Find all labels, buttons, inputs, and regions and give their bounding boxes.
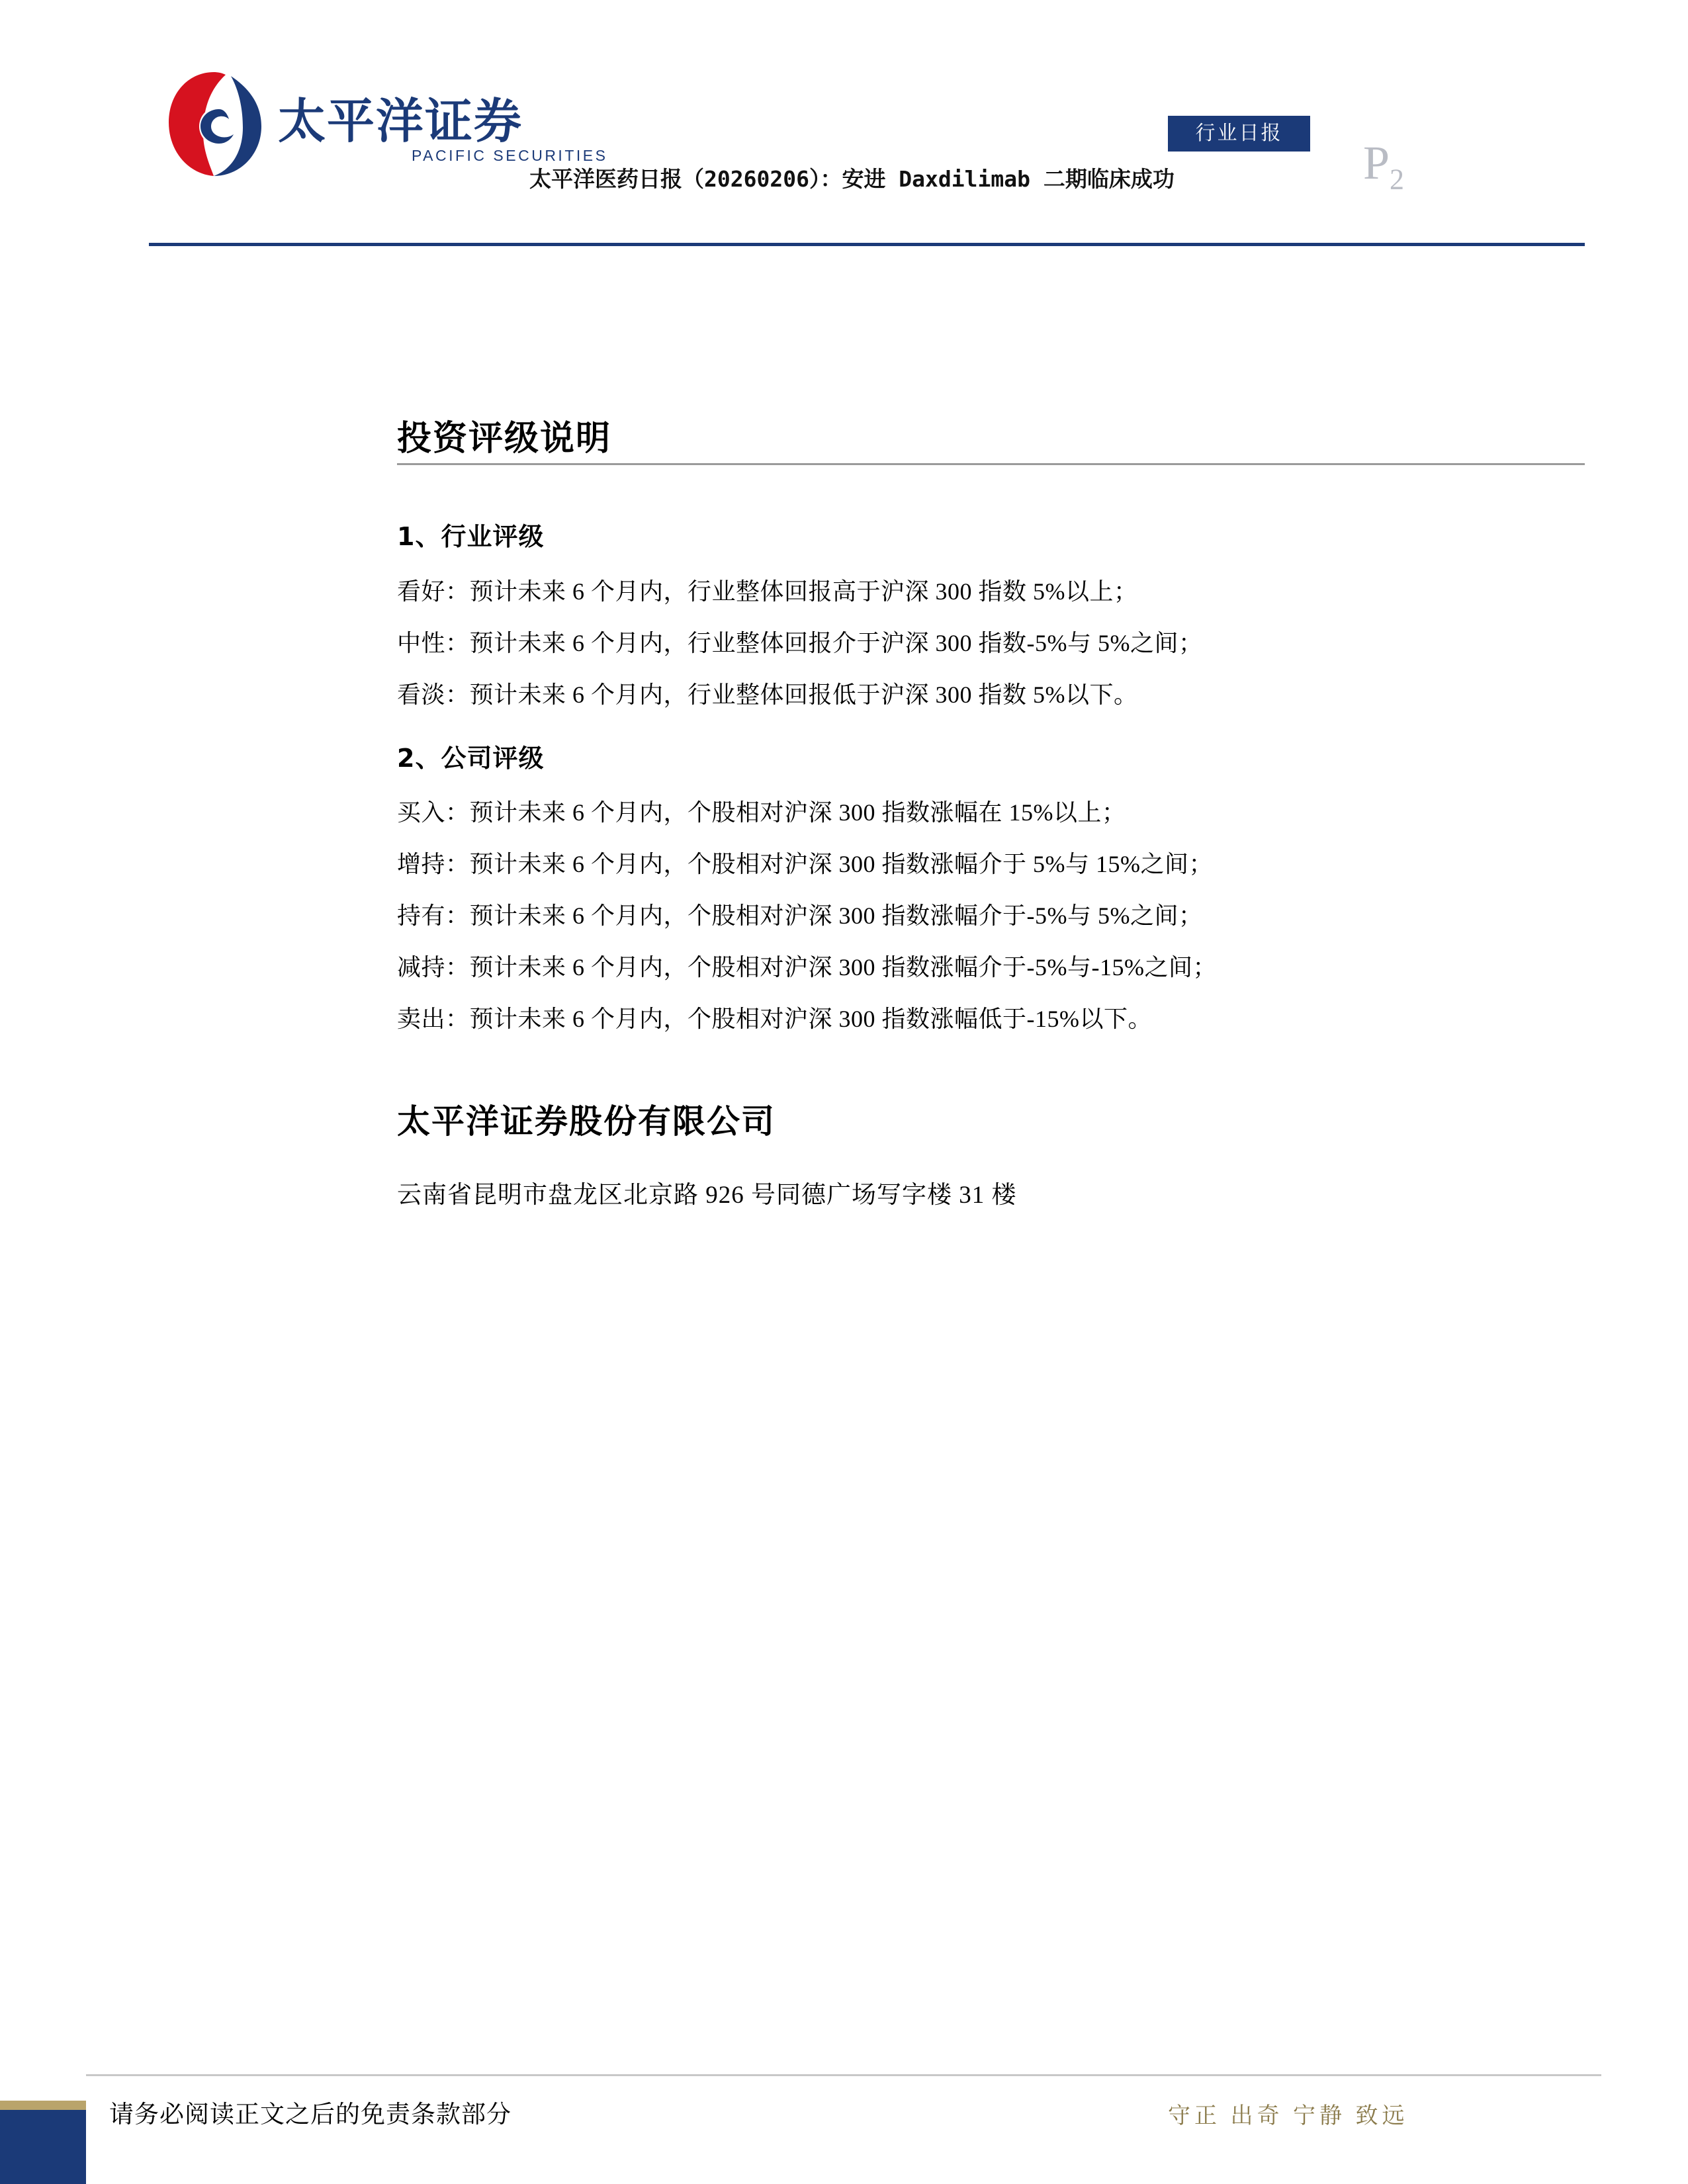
- company-rating-line: 增持：预计未来 6 个月内，个股相对沪深 300 指数涨幅介于 5%与 15%之间；: [397, 851, 1213, 877]
- footer-accent-blue: [0, 2110, 86, 2184]
- company-rating-line: 卖出：预计未来 6 个月内，个股相对沪深 300 指数涨幅低于-15%以下。: [397, 1006, 1152, 1032]
- company-name: 太平洋证券股份有限公司: [397, 1102, 776, 1141]
- section-title-rating-explanation: 投资评级说明: [397, 419, 612, 459]
- logo-text-cn: 太平洋证券: [278, 93, 523, 149]
- logo-text-en: PACIFIC SECURITIES: [412, 147, 608, 164]
- section-title-divider: [397, 463, 1585, 465]
- industry-rating-line: 中性：预计未来 6 个月内，行业整体回报介于沪深 300 指数-5%与 5%之间；: [397, 630, 1203, 656]
- pacific-securities-logo-icon: [162, 69, 268, 179]
- footer-accent-gold: [0, 2101, 86, 2110]
- document-title: 太平洋医药日报（20260206）：安进 Daxdilimab 二期临床成功: [529, 166, 1175, 192]
- company-address: 云南省昆明市盘龙区北京路 926 号同德广场写字楼 31 楼: [397, 1182, 1017, 1209]
- report-type-badge: 行业日报: [1168, 116, 1310, 152]
- subsection-title-industry-rating: 1、行业评级: [397, 522, 545, 551]
- company-rating-line: 买入：预计未来 6 个月内，个股相对沪深 300 指数涨幅在 15%以上；: [397, 799, 1126, 826]
- industry-rating-line: 看淡：预计未来 6 个月内，行业整体回报低于沪深 300 指数 5%以下。: [397, 681, 1138, 708]
- subsection-title-company-rating: 2、公司评级: [397, 744, 545, 773]
- industry-rating-line: 看好：预计未来 6 个月内，行业整体回报高于沪深 300 指数 5%以上；: [397, 578, 1138, 605]
- footer-disclaimer: 请务必阅读正文之后的免责条款部分: [109, 2101, 511, 2128]
- page-number-value: 2: [1390, 163, 1405, 196]
- page-number: [1363, 136, 1404, 196]
- logo: [162, 69, 608, 192]
- page-header: [0, 0, 1688, 251]
- footer-divider: [86, 2074, 1601, 2076]
- header-divider: [149, 243, 1585, 246]
- page-number-letter: P: [1363, 136, 1390, 189]
- footer-slogan: 守正 出奇 宁静 致远: [1168, 2104, 1409, 2128]
- company-rating-line: 持有：预计未来 6 个月内，个股相对沪深 300 指数涨幅介于-5%与 5%之间；: [397, 902, 1203, 929]
- company-rating-line: 减持：预计未来 6 个月内，个股相对沪深 300 指数涨幅介于-5%与-15%之间；: [397, 954, 1217, 981]
